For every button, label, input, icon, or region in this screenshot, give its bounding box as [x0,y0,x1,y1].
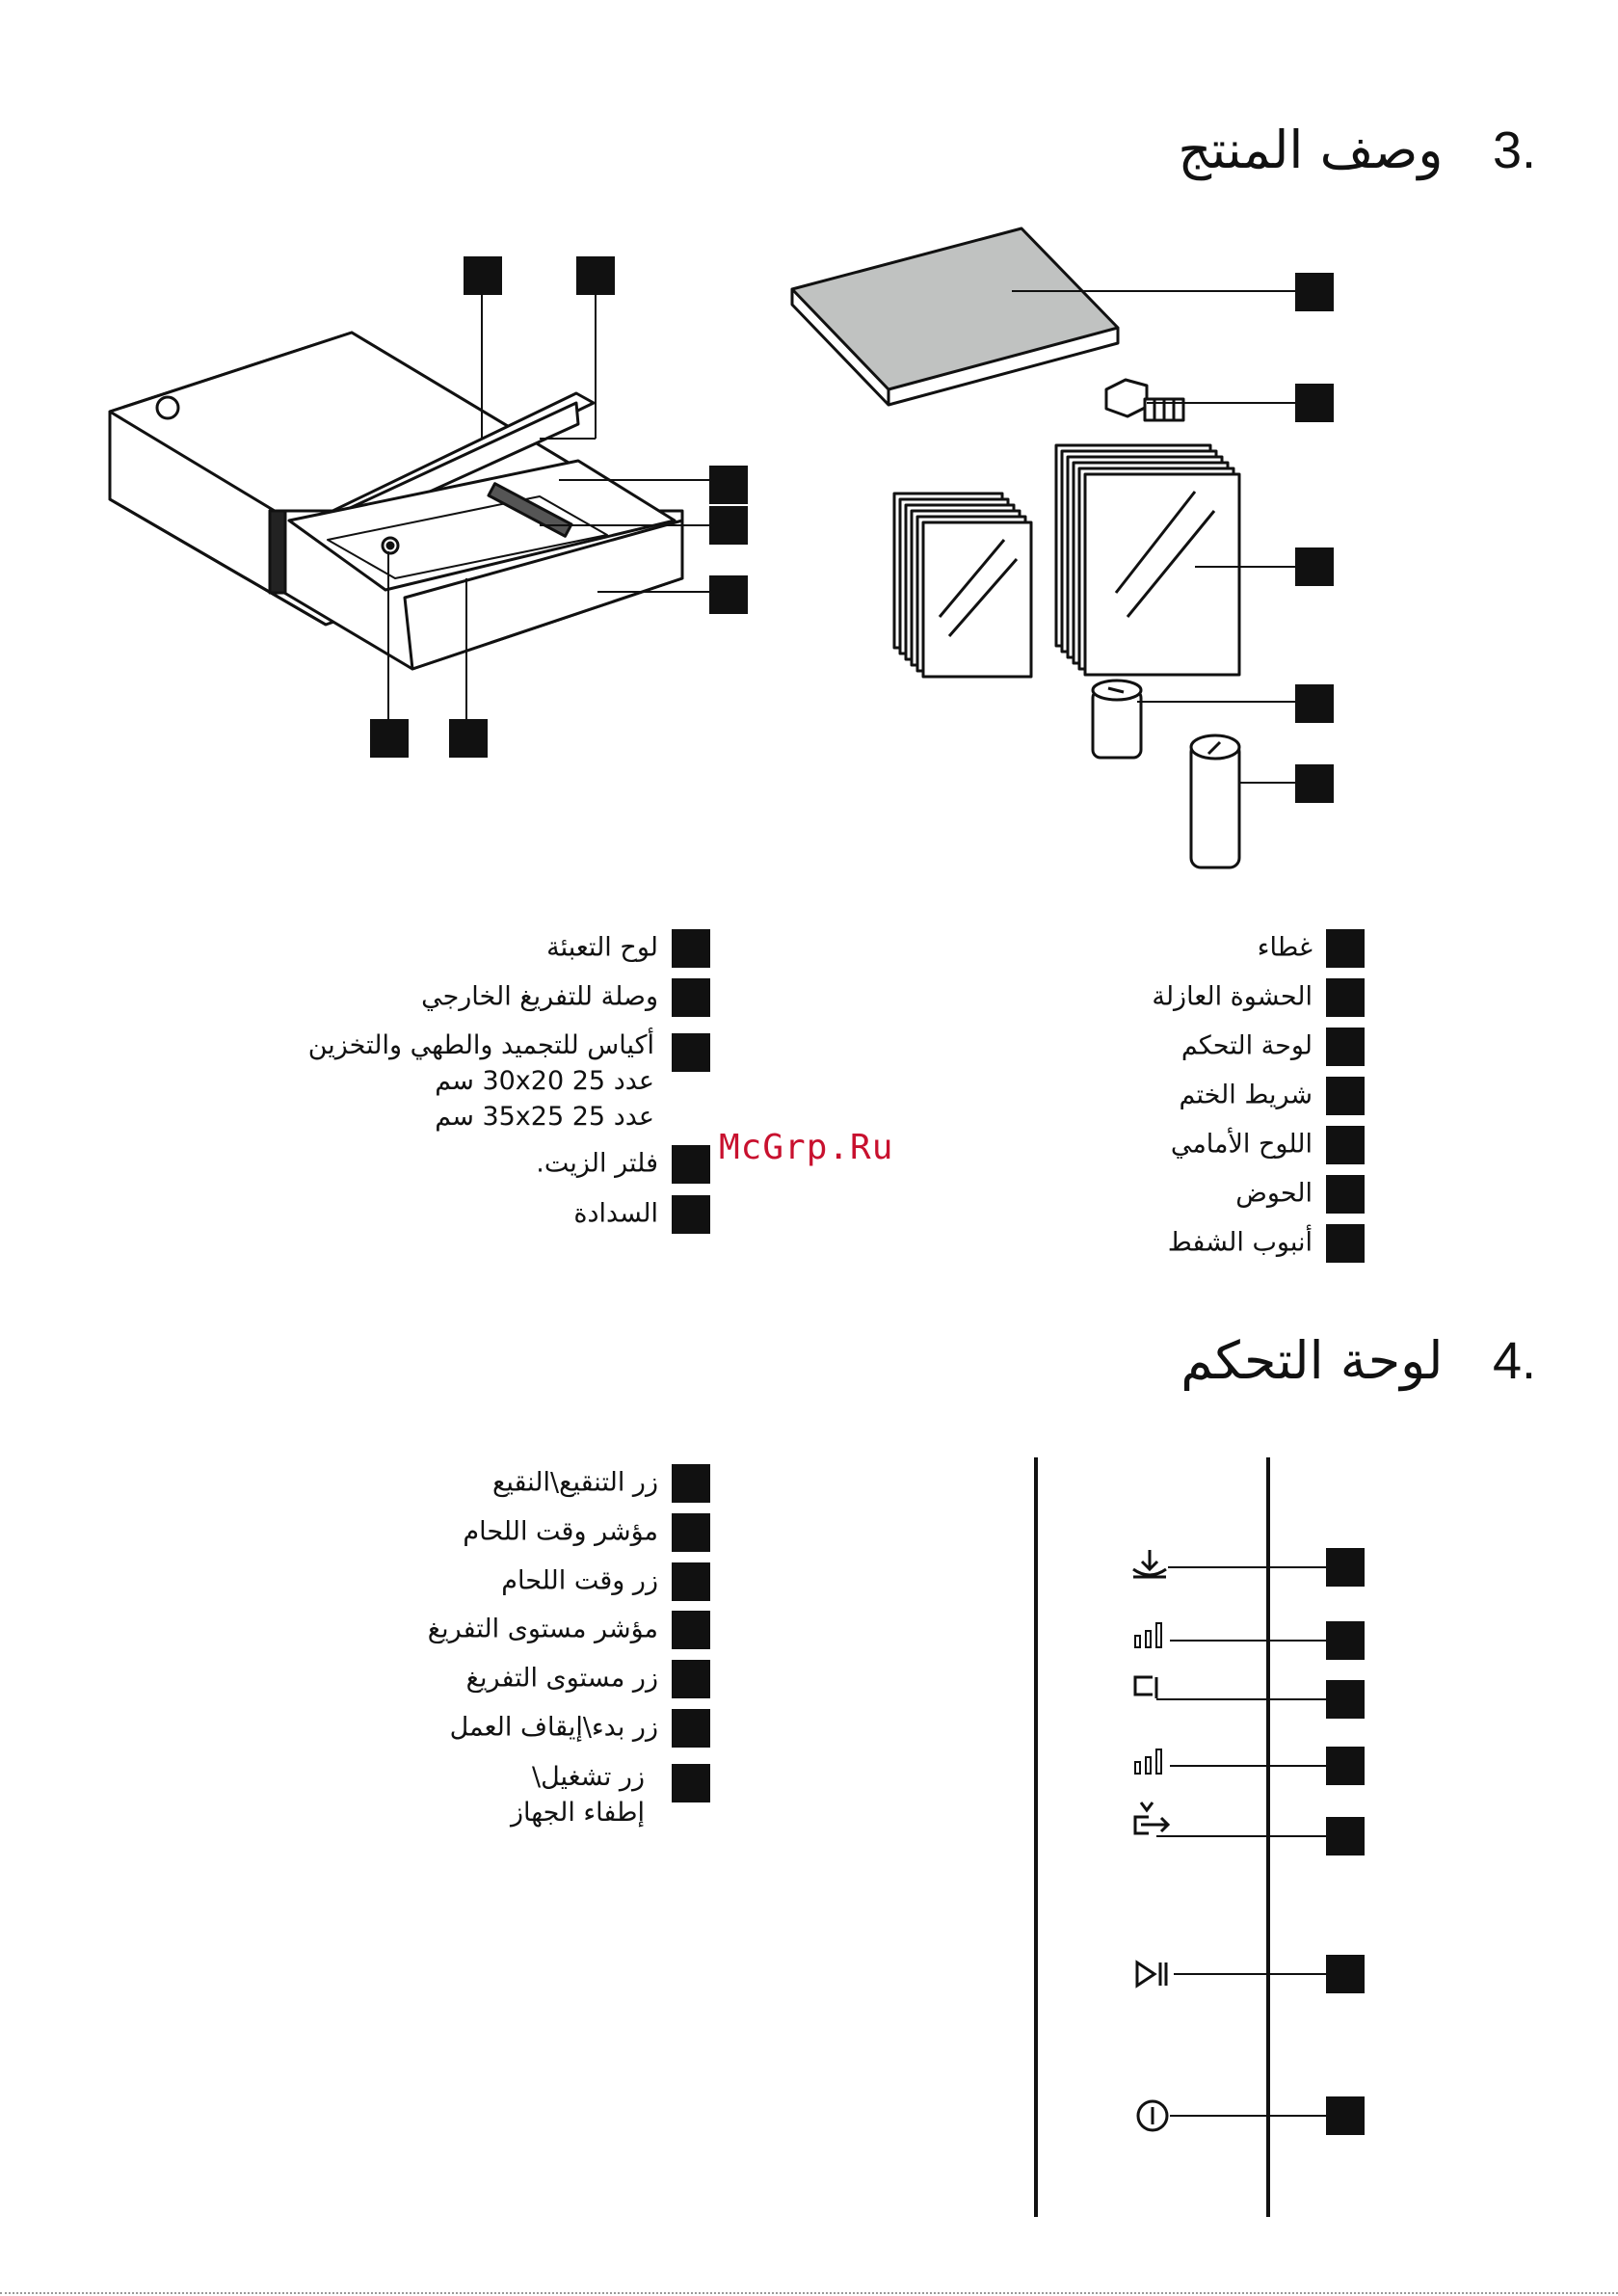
control-legend-item-power: زر تشغيل\ إطفاء الجهاز [510,1762,645,1828]
marinate-icon [1133,1550,1166,1577]
legend-item: أنبوب الشفط [1168,1224,1365,1263]
control-legend-item: زر التنقيع\النقيع [492,1464,710,1503]
callout-square [1326,1747,1365,1785]
legend-item: غطاء [1258,929,1365,968]
section-3-number: .3 [1492,121,1536,179]
legend-item: اللوح الأمامي [1171,1126,1365,1164]
callout-square [1326,1548,1365,1587]
legend-item: فلتر الزيت. [536,1145,710,1184]
legend-item: لوح التعبئة [546,929,710,968]
page-bottom-rule [0,2292,1618,2294]
control-legend-item: زر مستوى التفريغ [466,1660,710,1698]
watermark: McGrp.Ru [719,1128,894,1167]
seal-time-indicator-icon [1135,1623,1161,1647]
legend-item: شريط الختم [1179,1077,1365,1115]
legend-item: الحوض [1235,1175,1365,1214]
control-legend-item: زر بدء\إيقاف العمل [450,1709,710,1748]
start-stop-icon [1137,1962,1166,1986]
legend-item: الحشوة العازلة [1152,978,1365,1017]
callout-square [1326,1680,1365,1719]
callout-square [1326,1621,1365,1660]
callout-square [1326,1955,1365,1993]
callout-square [672,1764,710,1802]
legend-item: وصلة للتفريغ الخارجي [421,978,710,1017]
callout-square [1326,2096,1365,2135]
power-icon [1138,2101,1167,2130]
legend-item: لوحة التحكم [1181,1028,1365,1066]
vacuum-level-icon [1135,1802,1168,1833]
legend-item: السدادة [573,1195,710,1234]
control-legend-item: مؤشر وقت اللحام [463,1513,710,1552]
vacuum-level-indicator-icon [1135,1749,1161,1774]
callout-square [1326,1817,1365,1855]
legend-item-bags: أكياس للتجميد والطهي والتخزين عدد 25 30x20 سم عدد 25 35x25 سم [307,1030,654,1132]
control-legend-item: مؤشر مستوى التفريغ [428,1611,710,1649]
control-legend-item: زر وقت اللحام [501,1562,710,1601]
section-4-number: .4 [1492,1332,1536,1390]
section-4-title: لوحة التحكم [1180,1330,1444,1391]
section-3-title: وصف المنتج [1178,120,1444,180]
seal-time-icon [1135,1677,1156,1698]
